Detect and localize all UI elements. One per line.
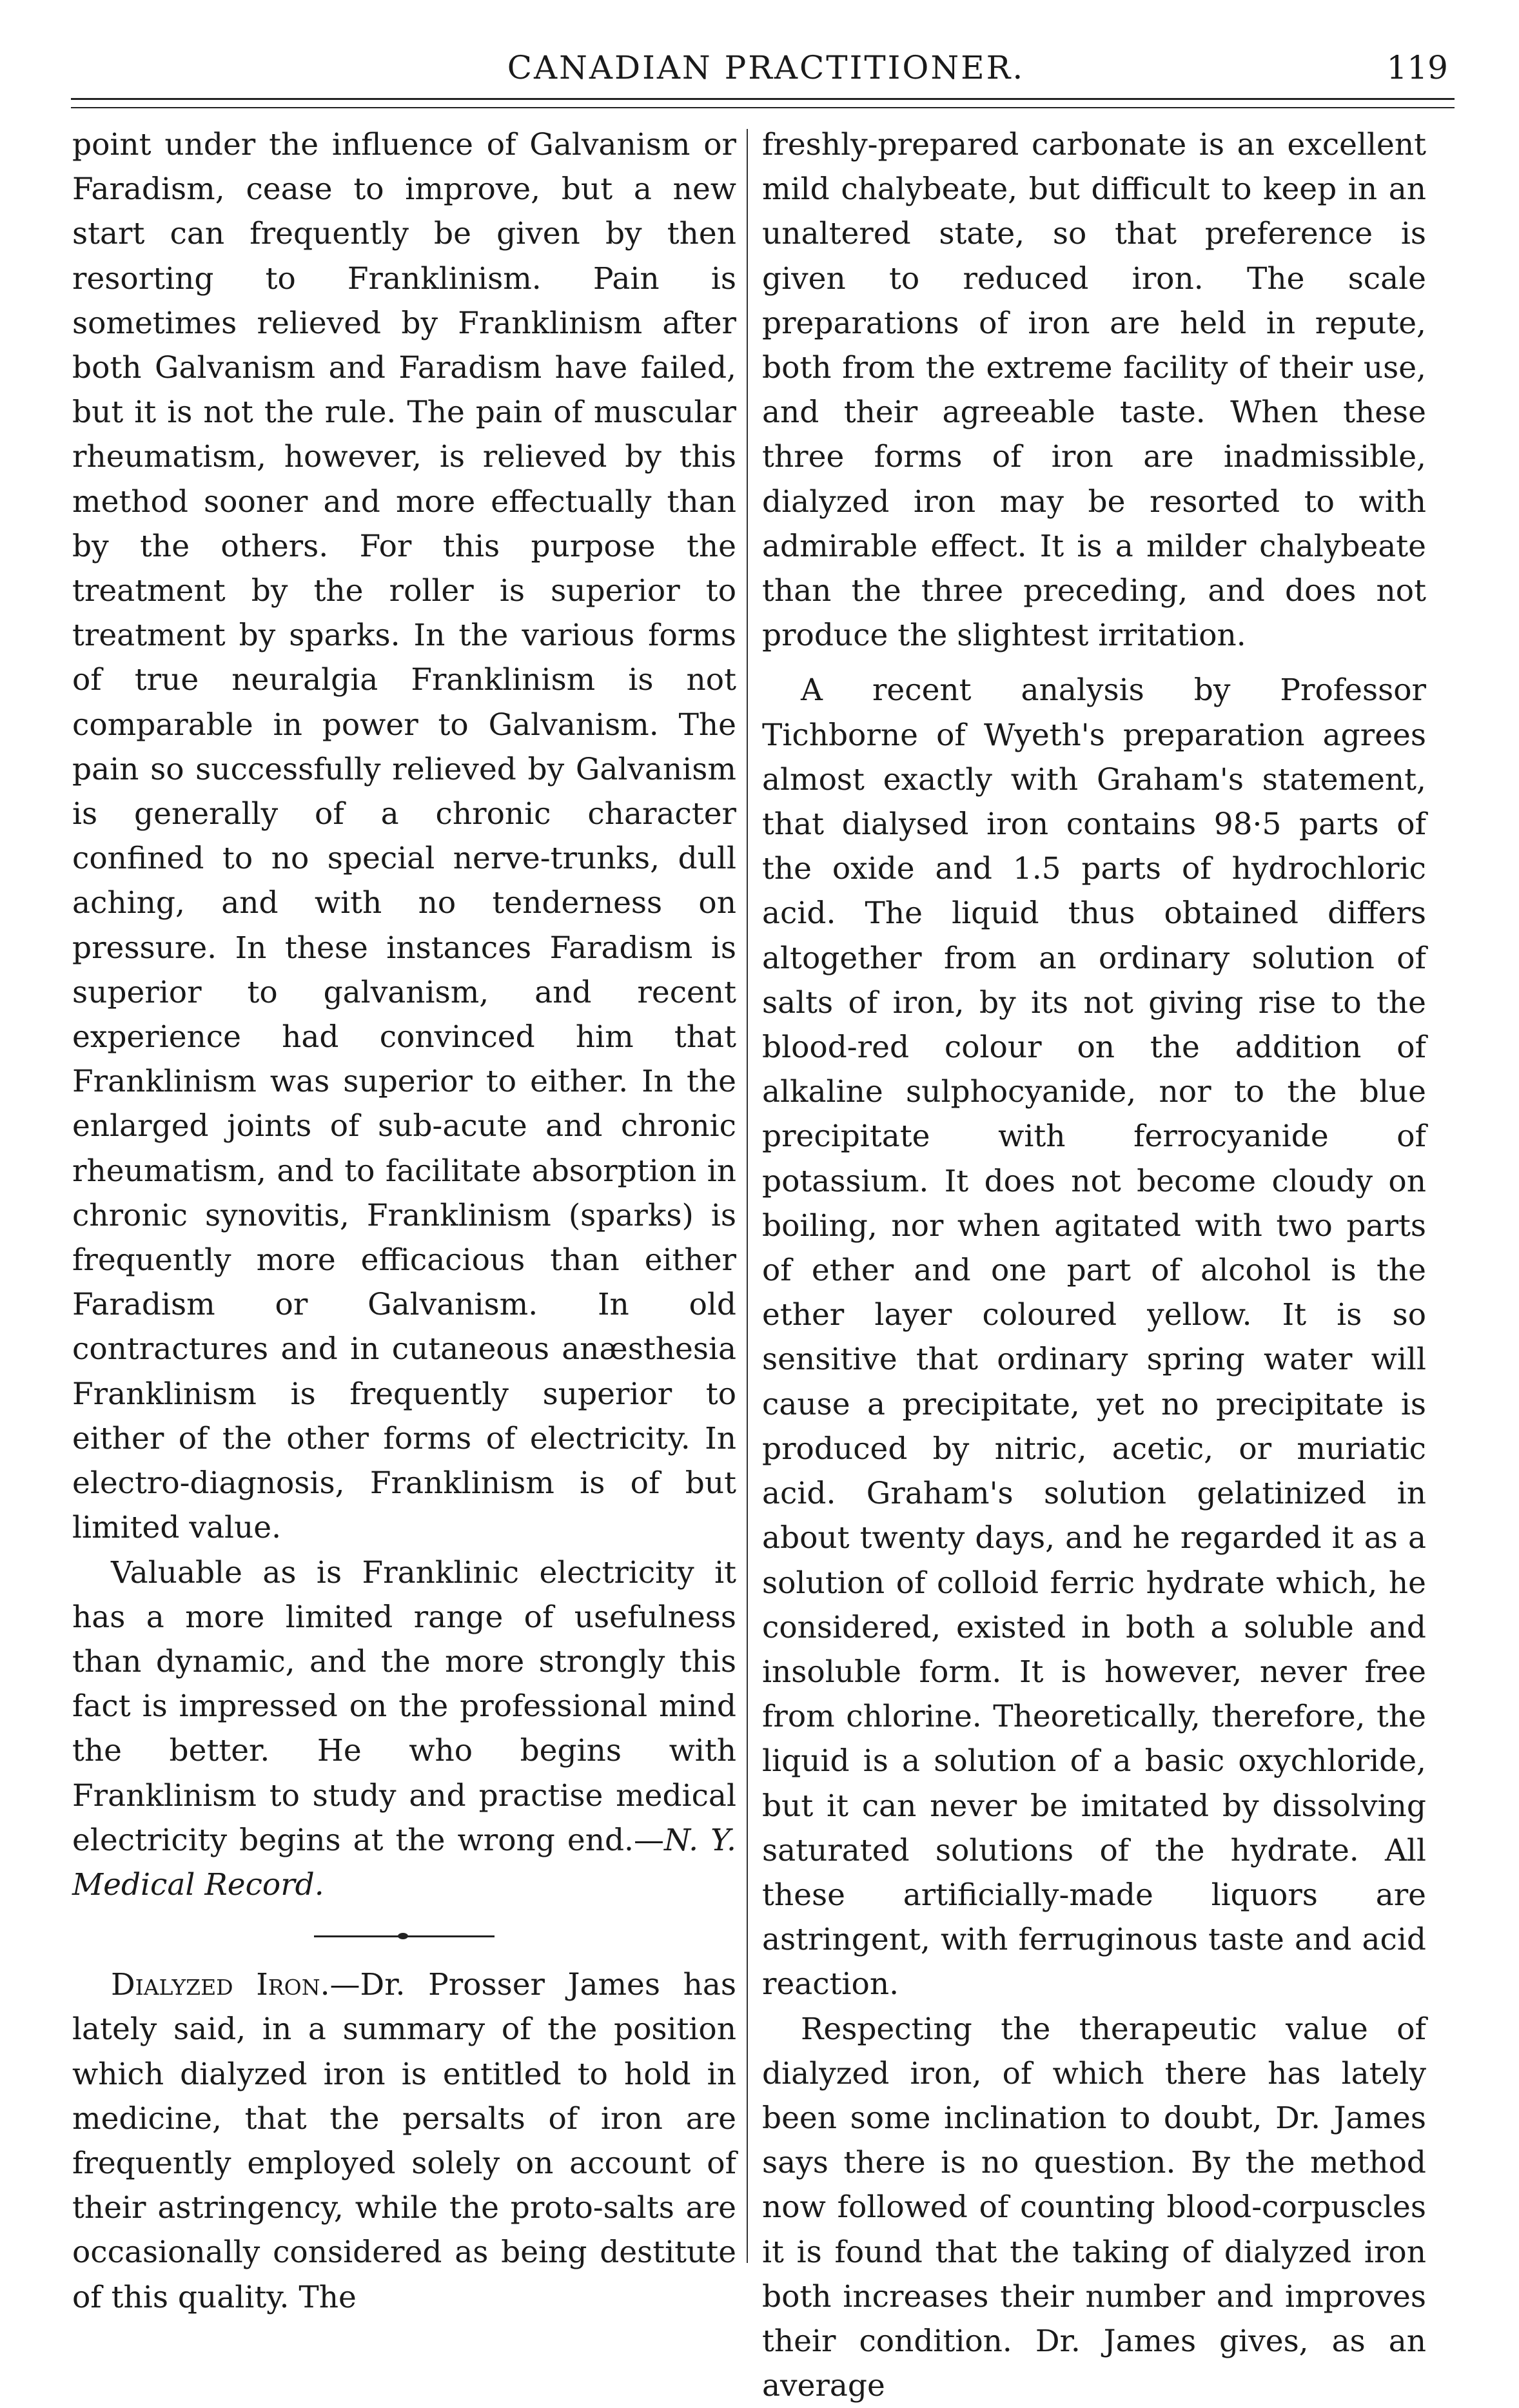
- right-column: [762, 122, 1426, 2408]
- source-citation: N. Y. Medical Record.: [72, 1822, 736, 1903]
- journal-title: CANADIAN PRACTITIONER.: [507, 49, 1025, 86]
- header-rule: [71, 98, 1455, 100]
- header-rule-double: [71, 107, 1455, 108]
- paragraph-text: Valuable as is Franklinic electricity it has a more limited range of usefulness than dynamic, and the more strongly this fact is impressed on the professional mind the better. He who begins with Franklinism to study and practise medical electricity begins at the wrong end.—: [72, 1554, 736, 1858]
- column-divider: [747, 129, 748, 2263]
- section-separator-ornament: [314, 1933, 495, 1939]
- paragraph-therapeutic-value: Respecting the therapeutic value of dialyzed iron, of which there has lately been some inclination to doubt, Dr. James says there is no question. By the method now followed of counting blood-corpuscles it is found that the taking of dialyzed iron both increases their number and improves their condition. Dr. James gives, as an average: [762, 2011, 1426, 2404]
- paragraph-valuable: [72, 1551, 736, 1908]
- paragraph-analysis: A recent analysis by Professor Tichborne of Wyeth's preparation agrees almost exactly with Graham's statement, that dialysed iron contains 98·5 parts of the oxide and 1.5 parts of hydrochloric acid. The liquid thus obtained differs altogether from an ordinary solution of salts of iron, by its not giving rise to the blood-red colour on the addition of alkaline sulphocyanide, nor to the blue precipitate with ferrocyanide of potassium. It does not become cloudy on boiling, nor when agitated with two parts of ether and one part of alcohol is the ether layer coloured yellow. It is so sensitive that ordinary spring water will cause a precipitate, yet no precipitate is produced by nitric, acetic, or muriatic acid. Graham's solution gelatinized in about twenty days, and he regarded it as a solution of colloid ferric hydrate which, he considered, existed in both a soluble and insoluble form. It is however, never free from chlorine. Theoretically, therefore, the liquid is a solution of a basic oxychloride, but it can never be imitated by dissolving saturated solutions of the hydrate. All these artificially-made liquors are astringent, with ferruginous taste and acid reaction.: [762, 672, 1426, 2002]
- left-column: [72, 122, 736, 2320]
- paragraph-text: —Dr. Prosser James has lately said, in a summary of the position which dialyzed iron is entitled to hold in medicine, that the persalts of iron are frequently employed solely on account of their astringency, while the proto-salts are occasionally considered as being destitute of this quality. The: [72, 1967, 736, 2315]
- paragraph-dialyzed-iron: [72, 1963, 736, 2320]
- page-number: 119: [1386, 49, 1448, 86]
- section-heading: Dialyzed Iron.: [111, 1967, 330, 2003]
- page-header: [71, 44, 1461, 95]
- paragraph-carbonate: freshly-prepared carbonate is an excellent mild chalybeate, but difficult to keep in an unaltered state, so that preference is given to reduced iron. The scale preparations of iron are held in repute, both from the extreme facility of their use, and their agreeable taste. When these three forms of iron are inadmissible, dialyzed iron may be resorted to with admirable effect. It is a milder chalybeate than the three preceding, and does not produce the slightest irritation.: [762, 127, 1426, 654]
- paragraph-franklinism-continued: point under the influence of Galvanism or Faradism, cease to improve, but a new start can frequently be given by then resorting to Franklinism. Pain is sometimes relieved by Franklinism after both Galvanism and Faradism have failed, but it is not the rule. The pain of muscular rheumatism, however, is relieved by this method sooner and more effectually than by the others. For this purpose the treatment by the roller is superior to treatment by sparks. In the various forms of true neuralgia Franklinism is not comparable in power to Galvanism. The pain so successfully relieved by Galvanism is generally of a chronic character confined to no special nerve-trunks, dull aching, and with no tenderness on pressure. In these instances Faradism is superior to galvanism, and recent experience had convinced him that Franklinism was superior to either. In the enlarged joints of sub-acute and chronic rheumatism, and to facilitate absorption in chronic synovitis, Franklinism (sparks) is frequently more efficacious than either Faradism or Galvanism. In old contractures and in cutaneous anæsthesia Franklinism is frequently superior to either of the other forms of electricity. In electro-diagnosis, Franklinism is of but limited value.: [72, 127, 736, 1546]
